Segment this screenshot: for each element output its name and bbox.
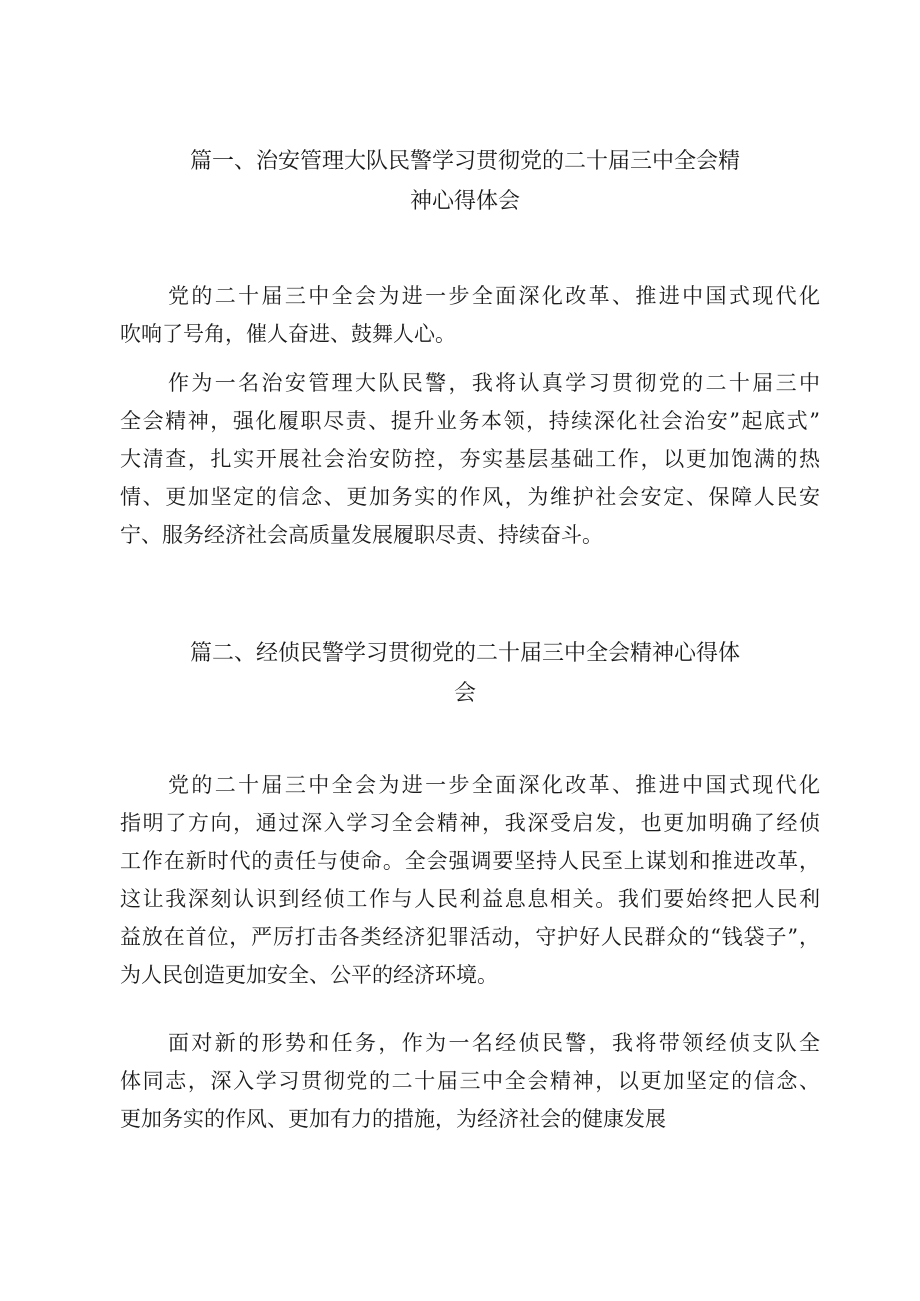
section1-title-line1: 篇一、治安管理大队民警学习贯彻党的二十届三中全会精	[189, 149, 740, 174]
section2-paragraph-2	[120, 1024, 820, 1138]
text-line: 大清查，扎实开展社会治安防控，夯实基层基础工作，以更加饱满的热	[120, 447, 820, 471]
section2-title-line1: 篇二、经侦民警学习贯彻党的二十届三中全会精神心得体	[189, 641, 740, 666]
text-line: 党的二十届三中全会为进一步全面深化改革、推进中国式现代化	[168, 773, 820, 797]
text-line: 为人民创造更加安全、公平的经济环境。	[120, 963, 498, 987]
text-line: 益放在首位，严厉打击各类经济犯罪活动，守护好人民群众的“钱袋子”，	[120, 925, 820, 949]
text-line: 面对新的形势和任务，作为一名经侦民警，我将带领经侦支队全	[168, 1031, 820, 1055]
text-line: 这让我深刻认识到经侦工作与人民利益息息相关。我们要始终把人民利	[120, 887, 820, 911]
section1-title-line2: 神心得体会	[409, 189, 520, 214]
section2-title	[120, 634, 810, 714]
text-line: 作为一名治安管理大队民警，我将认真学习贯彻党的二十届三中	[168, 371, 820, 395]
section1-paragraph-1	[120, 277, 820, 353]
section2-title-line2: 会	[453, 681, 476, 706]
section1-paragraph-2	[120, 364, 820, 554]
text-line: 情、更加坚定的信念、更加务实的作风，为维护社会安定、保障人民安	[120, 485, 820, 509]
text-line: 工作在新时代的责任与使命。全会强调要坚持人民至上谋划和推进改革，	[120, 849, 820, 873]
text-line: 党的二十届三中全会为进一步全面深化改革、推进中国式现代化	[168, 284, 820, 308]
text-line: 指明了方向，通过深入学习全会精神，我深受启发，也更加明确了经侦	[120, 811, 820, 835]
section2-paragraph-1	[120, 766, 820, 994]
section1-title	[120, 142, 810, 222]
text-line: 宁、服务经济社会高质量发展履职尽责、持续奋斗。	[120, 523, 603, 547]
text-line: 体同志，深入学习贯彻党的二十届三中全会精神，以更加坚定的信念、	[120, 1069, 820, 1093]
text-line: 更加务实的作风、更加有力的措施，为经济社会的健康发展	[120, 1107, 666, 1131]
text-line: 吹响了号角，催人奋进、鼓舞人心。	[120, 322, 456, 346]
text-line: 全会精神，强化履职尽责、提升业务本领，持续深化社会治安”起底式”	[120, 409, 820, 433]
